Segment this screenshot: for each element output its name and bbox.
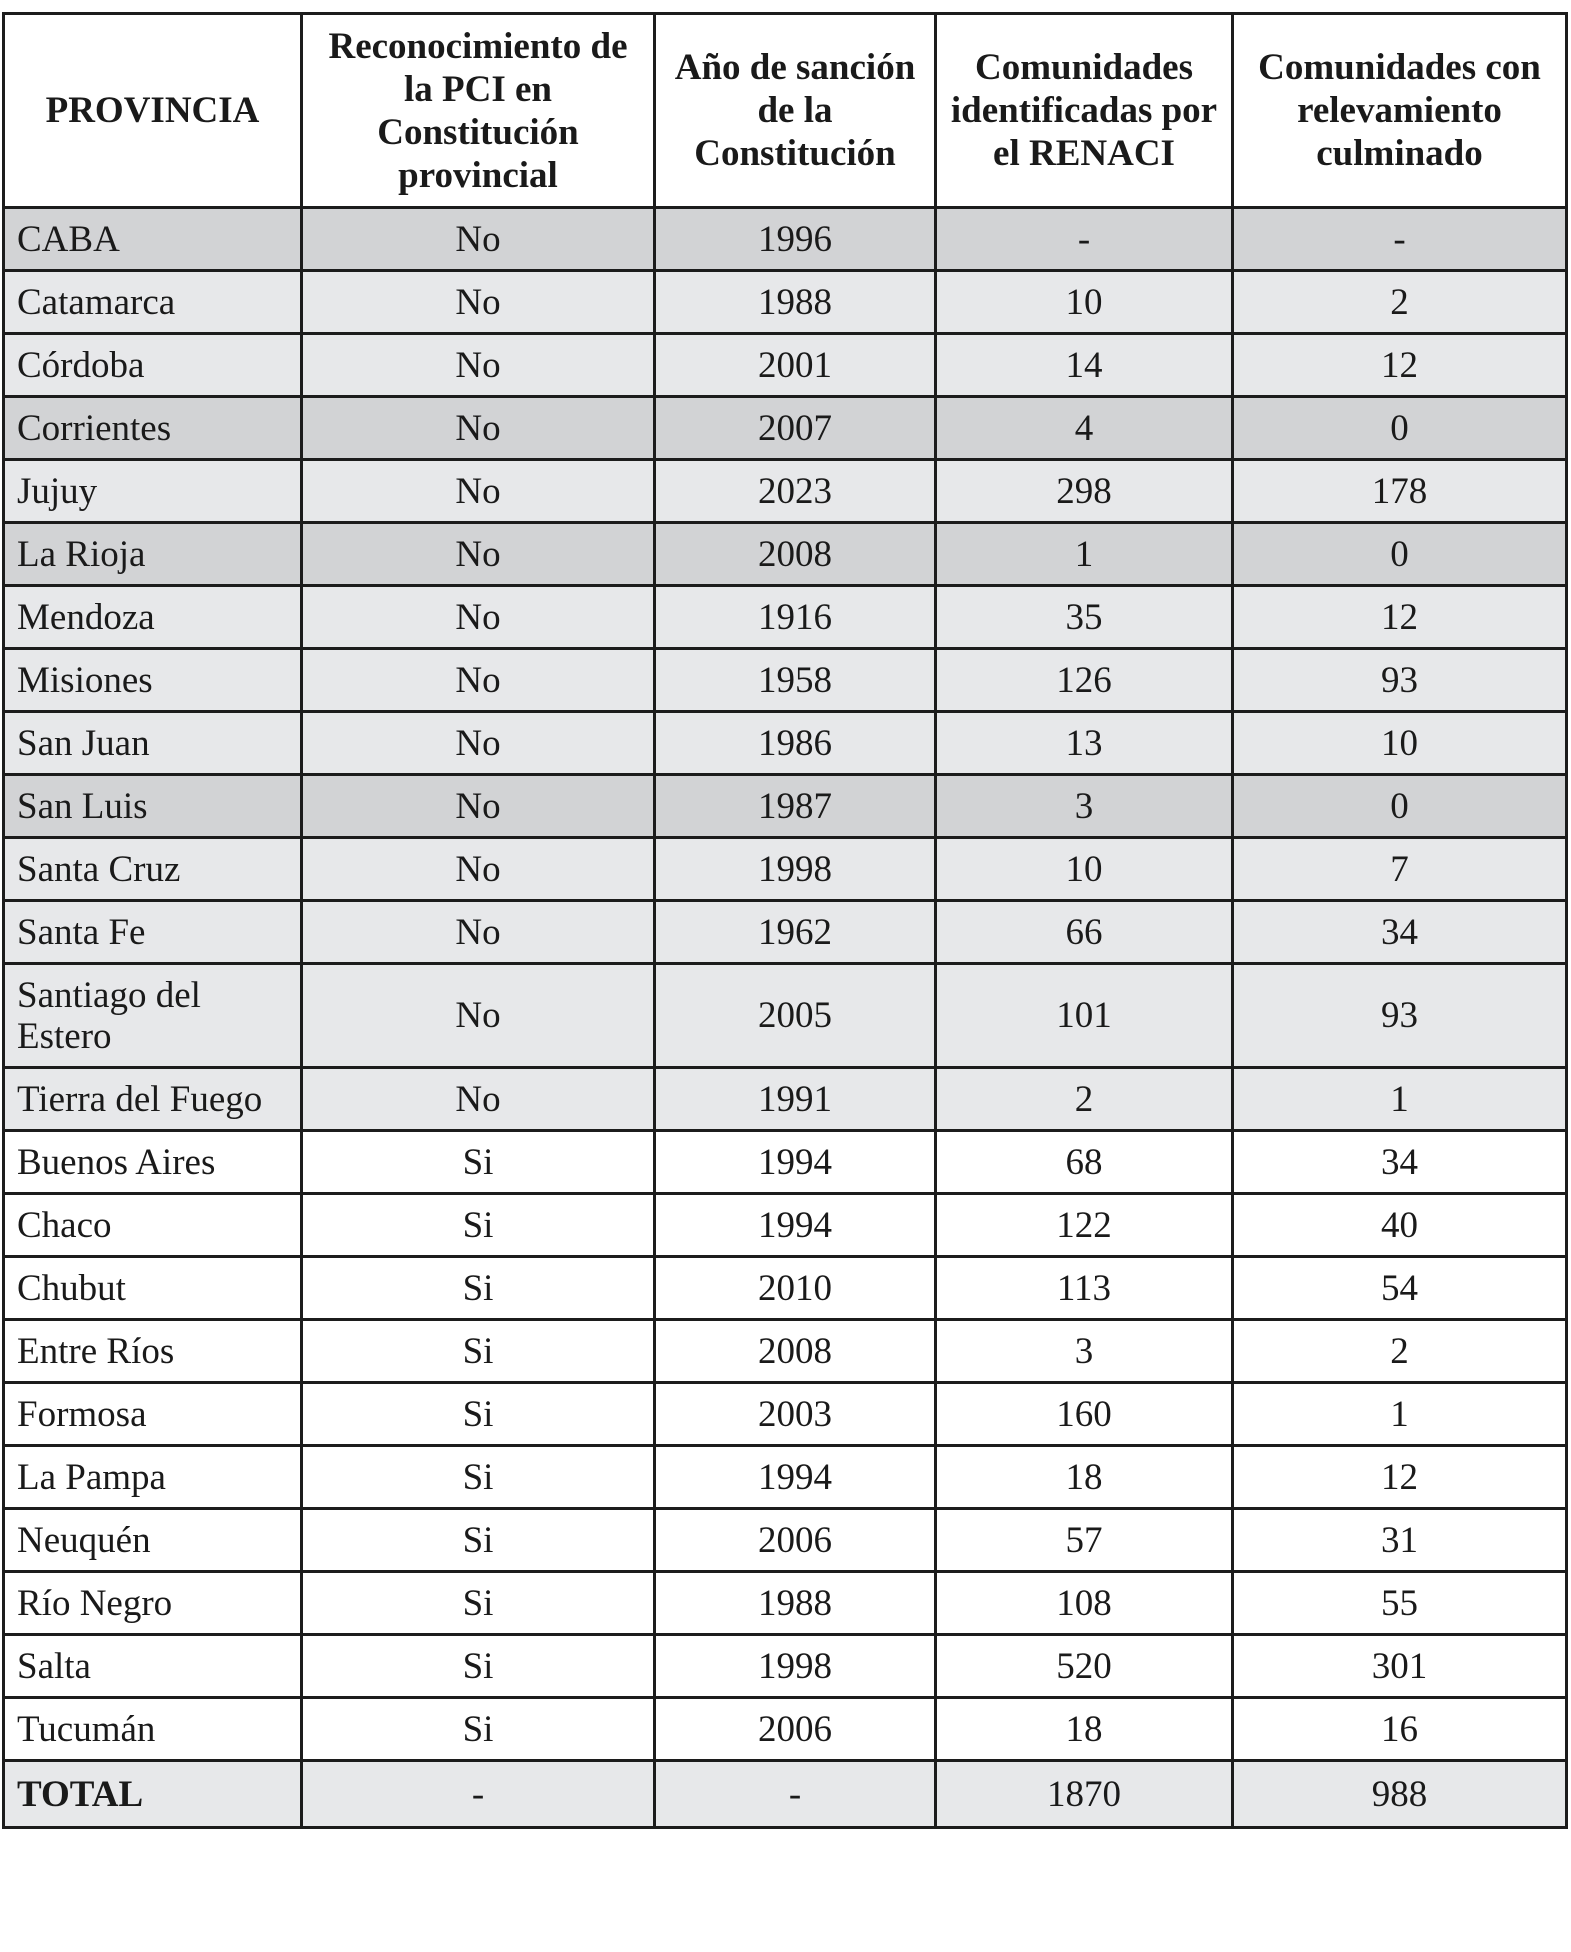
table-row xyxy=(4,1446,1567,1509)
cell-reconocimiento: No xyxy=(302,775,655,838)
header-identificadas: Comunidades identificadas por el RENACI xyxy=(936,14,1233,208)
cell-anio: 1998 xyxy=(655,1635,936,1698)
cell-provincia: Tierra del Fuego xyxy=(4,1068,302,1131)
cell-identificadas: 298 xyxy=(936,460,1233,523)
cell-anio: 2003 xyxy=(655,1383,936,1446)
cell-reconocimiento: No xyxy=(302,838,655,901)
cell-culminado: 16 xyxy=(1233,1698,1567,1761)
cell-anio: 1991 xyxy=(655,1068,936,1131)
cell-identificadas: 13 xyxy=(936,712,1233,775)
table-row xyxy=(4,1635,1567,1698)
table-row xyxy=(4,649,1567,712)
cell-reconocimiento: Si xyxy=(302,1257,655,1320)
cell-identificadas: 57 xyxy=(936,1509,1233,1572)
cell-reconocimiento: No xyxy=(302,964,655,1068)
total-cell-culminado: 988 xyxy=(1233,1761,1567,1828)
table-row xyxy=(4,1509,1567,1572)
header-culminado: Comunidades con relevamiento culminado xyxy=(1233,14,1567,208)
cell-culminado: 1 xyxy=(1233,1068,1567,1131)
table-row xyxy=(4,901,1567,964)
table-row xyxy=(4,1698,1567,1761)
cell-identificadas: 3 xyxy=(936,1320,1233,1383)
table-row xyxy=(4,775,1567,838)
cell-reconocimiento: No xyxy=(302,649,655,712)
cell-culminado: - xyxy=(1233,208,1567,271)
cell-anio: 1988 xyxy=(655,271,936,334)
cell-provincia: Entre Ríos xyxy=(4,1320,302,1383)
cell-culminado: 2 xyxy=(1233,271,1567,334)
cell-provincia: Neuquén xyxy=(4,1509,302,1572)
cell-reconocimiento: No xyxy=(302,586,655,649)
cell-provincia: Formosa xyxy=(4,1383,302,1446)
table-row xyxy=(4,334,1567,397)
cell-identificadas: 160 xyxy=(936,1383,1233,1446)
cell-reconocimiento: Si xyxy=(302,1572,655,1635)
cell-provincia: Río Negro xyxy=(4,1572,302,1635)
cell-identificadas: 4 xyxy=(936,397,1233,460)
cell-culminado: 93 xyxy=(1233,649,1567,712)
cell-reconocimiento: No xyxy=(302,1068,655,1131)
table-row xyxy=(4,586,1567,649)
cell-culminado: 301 xyxy=(1233,1635,1567,1698)
cell-reconocimiento: Si xyxy=(302,1131,655,1194)
cell-anio: 2008 xyxy=(655,1320,936,1383)
cell-culminado: 34 xyxy=(1233,1131,1567,1194)
cell-identificadas: - xyxy=(936,208,1233,271)
cell-anio: 1994 xyxy=(655,1194,936,1257)
cell-culminado: 93 xyxy=(1233,964,1567,1068)
cell-identificadas: 126 xyxy=(936,649,1233,712)
table-row xyxy=(4,271,1567,334)
cell-identificadas: 101 xyxy=(936,964,1233,1068)
cell-anio: 1994 xyxy=(655,1446,936,1509)
cell-reconocimiento: Si xyxy=(302,1698,655,1761)
cell-culminado: 0 xyxy=(1233,397,1567,460)
table-row xyxy=(4,964,1567,1068)
cell-culminado: 0 xyxy=(1233,523,1567,586)
cell-provincia: Santa Fe xyxy=(4,901,302,964)
cell-reconocimiento: No xyxy=(302,334,655,397)
cell-anio: 2023 xyxy=(655,460,936,523)
cell-provincia: Buenos Aires xyxy=(4,1131,302,1194)
cell-reconocimiento: Si xyxy=(302,1635,655,1698)
cell-culminado: 2 xyxy=(1233,1320,1567,1383)
cell-identificadas: 2 xyxy=(936,1068,1233,1131)
table-row xyxy=(4,523,1567,586)
cell-provincia: Tucumán xyxy=(4,1698,302,1761)
cell-reconocimiento: Si xyxy=(302,1383,655,1446)
table-body xyxy=(4,208,1567,1828)
cell-anio: 2010 xyxy=(655,1257,936,1320)
cell-culminado: 7 xyxy=(1233,838,1567,901)
cell-culminado: 34 xyxy=(1233,901,1567,964)
cell-provincia: Chubut xyxy=(4,1257,302,1320)
cell-culminado: 40 xyxy=(1233,1194,1567,1257)
table-row xyxy=(4,1131,1567,1194)
cell-reconocimiento: Si xyxy=(302,1320,655,1383)
cell-culminado: 12 xyxy=(1233,334,1567,397)
cell-reconocimiento: No xyxy=(302,208,655,271)
cell-identificadas: 68 xyxy=(936,1131,1233,1194)
header-reconocimiento: Reconocimiento de la PCI en Constitución provincial xyxy=(302,14,655,208)
cell-culminado: 10 xyxy=(1233,712,1567,775)
cell-culminado: 54 xyxy=(1233,1257,1567,1320)
cell-culminado: 12 xyxy=(1233,586,1567,649)
cell-culminado: 12 xyxy=(1233,1446,1567,1509)
cell-culminado: 55 xyxy=(1233,1572,1567,1635)
header-anio: Año de sanción de la Constitución xyxy=(655,14,936,208)
table-row xyxy=(4,1320,1567,1383)
cell-provincia: CABA xyxy=(4,208,302,271)
cell-identificadas: 520 xyxy=(936,1635,1233,1698)
table-row xyxy=(4,460,1567,523)
cell-reconocimiento: No xyxy=(302,712,655,775)
table-row xyxy=(4,838,1567,901)
cell-culminado: 178 xyxy=(1233,460,1567,523)
cell-anio: 2001 xyxy=(655,334,936,397)
cell-reconocimiento: Si xyxy=(302,1194,655,1257)
cell-reconocimiento: No xyxy=(302,523,655,586)
cell-anio: 2008 xyxy=(655,523,936,586)
total-row xyxy=(4,1761,1567,1828)
cell-provincia: Jujuy xyxy=(4,460,302,523)
total-cell-identificadas: 1870 xyxy=(936,1761,1233,1828)
total-cell-provincia: TOTAL xyxy=(4,1761,302,1828)
cell-identificadas: 66 xyxy=(936,901,1233,964)
cell-anio: 2007 xyxy=(655,397,936,460)
table-row xyxy=(4,1383,1567,1446)
cell-identificadas: 14 xyxy=(936,334,1233,397)
cell-identificadas: 18 xyxy=(936,1698,1233,1761)
cell-anio: 1916 xyxy=(655,586,936,649)
table-row xyxy=(4,208,1567,271)
cell-anio: 2006 xyxy=(655,1698,936,1761)
cell-identificadas: 1 xyxy=(936,523,1233,586)
cell-provincia: Catamarca xyxy=(4,271,302,334)
cell-anio: 1986 xyxy=(655,712,936,775)
total-cell-reconocimiento: - xyxy=(302,1761,655,1828)
table-row xyxy=(4,1194,1567,1257)
cell-provincia: Salta xyxy=(4,1635,302,1698)
cell-provincia: La Pampa xyxy=(4,1446,302,1509)
table-row xyxy=(4,397,1567,460)
cell-provincia: Córdoba xyxy=(4,334,302,397)
cell-culminado: 0 xyxy=(1233,775,1567,838)
cell-reconocimiento: Si xyxy=(302,1509,655,1572)
cell-anio: 1996 xyxy=(655,208,936,271)
cell-provincia: Santiago del Estero xyxy=(4,964,302,1068)
table-row xyxy=(4,712,1567,775)
cell-reconocimiento: Si xyxy=(302,1446,655,1509)
cell-identificadas: 122 xyxy=(936,1194,1233,1257)
cell-identificadas: 35 xyxy=(936,586,1233,649)
cell-provincia: La Rioja xyxy=(4,523,302,586)
cell-identificadas: 108 xyxy=(936,1572,1233,1635)
total-cell-anio: - xyxy=(655,1761,936,1828)
cell-reconocimiento: No xyxy=(302,460,655,523)
cell-identificadas: 18 xyxy=(936,1446,1233,1509)
cell-provincia: San Luis xyxy=(4,775,302,838)
cell-identificadas: 3 xyxy=(936,775,1233,838)
cell-provincia: San Juan xyxy=(4,712,302,775)
table-row xyxy=(4,1068,1567,1131)
header-row xyxy=(4,14,1567,208)
cell-provincia: Santa Cruz xyxy=(4,838,302,901)
cell-provincia: Corrientes xyxy=(4,397,302,460)
cell-provincia: Mendoza xyxy=(4,586,302,649)
cell-reconocimiento: No xyxy=(302,901,655,964)
cell-anio: 1998 xyxy=(655,838,936,901)
table-row xyxy=(4,1257,1567,1320)
cell-provincia: Misiones xyxy=(4,649,302,712)
cell-reconocimiento: No xyxy=(302,271,655,334)
cell-anio: 2005 xyxy=(655,964,936,1068)
header-provincia: PROVINCIA xyxy=(4,14,302,208)
cell-anio: 1988 xyxy=(655,1572,936,1635)
cell-anio: 1958 xyxy=(655,649,936,712)
cell-culminado: 31 xyxy=(1233,1509,1567,1572)
cell-reconocimiento: No xyxy=(302,397,655,460)
cell-anio: 1987 xyxy=(655,775,936,838)
cell-identificadas: 113 xyxy=(936,1257,1233,1320)
cell-provincia: Chaco xyxy=(4,1194,302,1257)
cell-anio: 2006 xyxy=(655,1509,936,1572)
cell-anio: 1994 xyxy=(655,1131,936,1194)
cell-identificadas: 10 xyxy=(936,271,1233,334)
cell-anio: 1962 xyxy=(655,901,936,964)
table-row xyxy=(4,1572,1567,1635)
cell-culminado: 1 xyxy=(1233,1383,1567,1446)
provinces-table xyxy=(2,12,1568,1829)
cell-identificadas: 10 xyxy=(936,838,1233,901)
